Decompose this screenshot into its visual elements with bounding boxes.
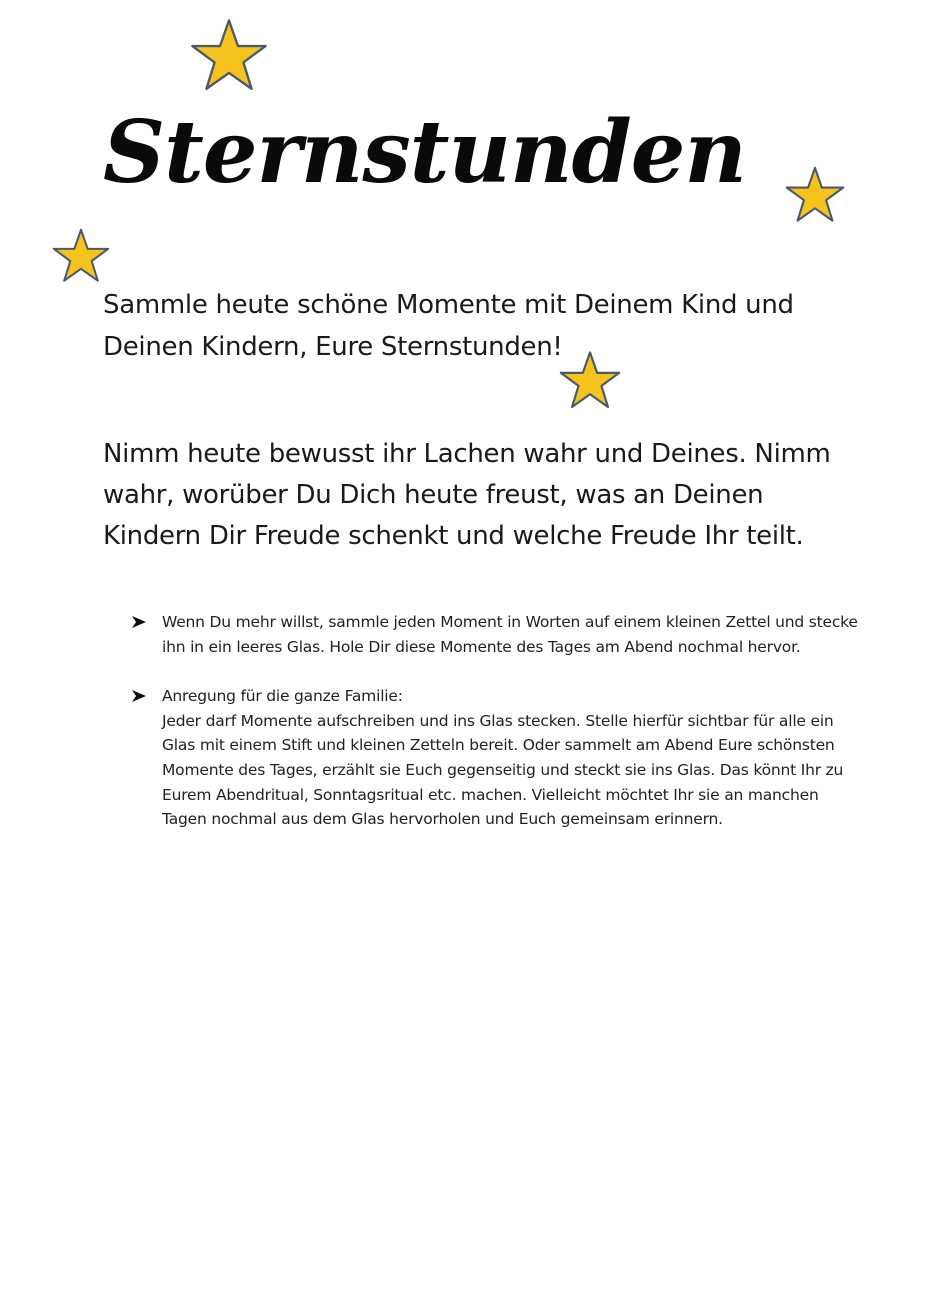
star-icon	[190, 18, 268, 92]
tip-heading: Anregung für die ganze Familie:	[162, 687, 403, 706]
star-icon	[559, 350, 621, 410]
list-item	[131, 684, 861, 832]
tip-text: Wenn Du mehr willst, sammle jeden Moment in Worten auf einem kleinen Zettel und stecke ihn in ein leeres Glas. Hole Dir diese Momente des Tages am Abend nochmal hervor.	[162, 613, 858, 656]
tips-list	[131, 610, 861, 832]
arrowhead-bullet-icon	[131, 615, 147, 629]
star-icon	[785, 166, 845, 223]
arrowhead-bullet-icon	[131, 689, 147, 703]
tip-text: Jeder darf Momente aufschreiben und ins Glas stecken. Stelle hierfür sichtbar für alle ein Glas mit einem Stift und kleinen Zetteln bereit. Oder sammelt am Abend Eure schönsten Momente des Tages, erzählt sie Euch gegenseitig und steckt sie ins Glas. Das könnt Ihr zu Eurem Abendritual, Sonntagsritual etc. machen. Vielleicht möchtet Ihr sie an manchen Tagen nochmal aus dem Glas hervorholen und Euch gemeinsam erinnern.	[162, 711, 844, 829]
list-item	[131, 610, 861, 659]
lead-paragraph: Nimm heute bewusst ihr Lachen wahr und Deines. Nimm wahr, worüber Du Dich heute freust, was an Deinen Kindern Dir Freude schenkt und welche Freude Ihr teilt.	[103, 439, 831, 551]
star-icon	[52, 228, 110, 283]
intro-paragraph: Sammle heute schöne Momente mit Deinem Kind und Deinen Kindern, Eure Sternstunden!	[103, 290, 794, 362]
page-title: Sternstunden	[103, 102, 746, 203]
